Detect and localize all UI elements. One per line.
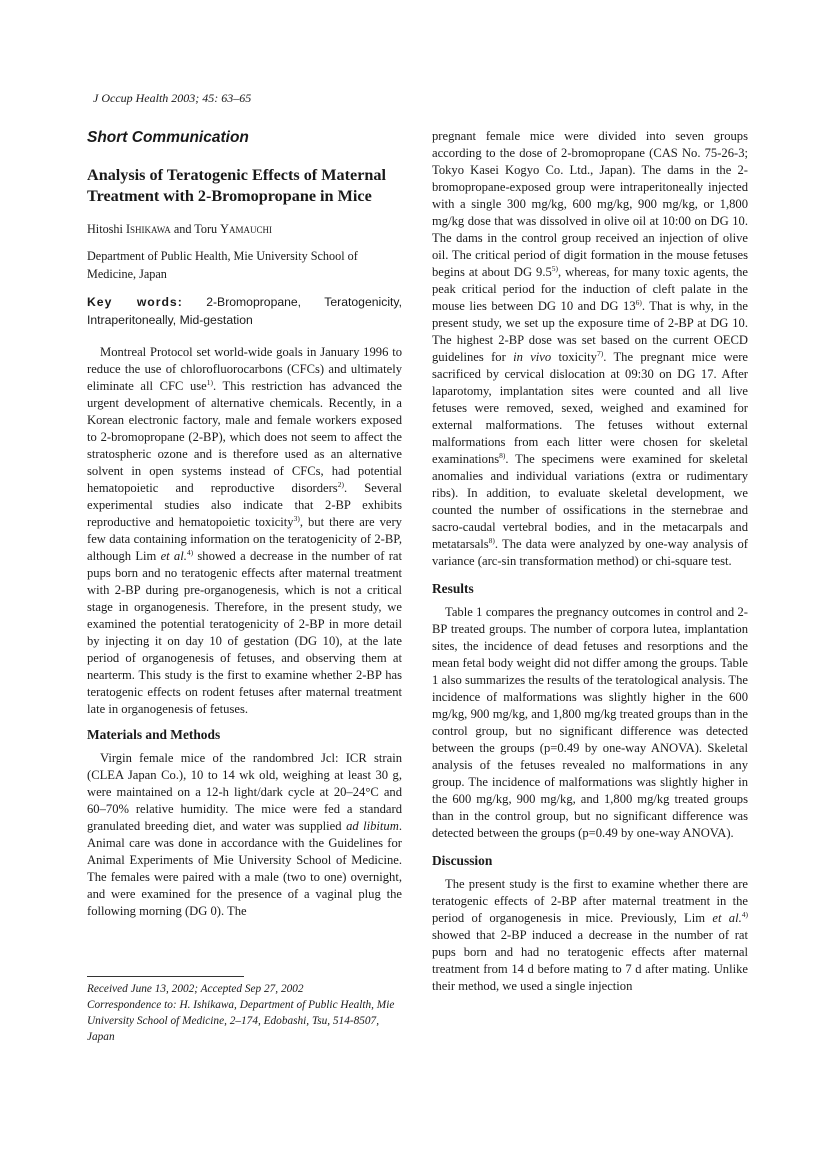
discussion-text-1: The present study is the first to examine whether there are teratogenic effects of 2-BP after maternal treatment in the period of organogenesis in mice. Previously, Lim [432, 877, 748, 925]
ref-8: 8) [499, 451, 506, 460]
footnote-received: Received June 13, 2002; Accepted Sep 27, 2002 [87, 983, 304, 995]
footnote-correspondence: Correspondence to: H. Ishikawa, Department of Public Health, Mie University School of Medicine, 2–174, Edobashi, Tsu, 514-8507, Japan [87, 999, 395, 1043]
keywords [87, 293, 402, 329]
ref-5: 5) [551, 264, 559, 273]
ref-2: 2) [337, 480, 344, 489]
author-2-last: Yamauchi [220, 222, 272, 236]
ref-8b: 8) [488, 536, 495, 545]
author-1-last: Ishikawa [125, 222, 171, 236]
methods-heading: Materials and Methods [87, 727, 221, 742]
methods-in-vivo: in vivo [513, 350, 552, 364]
discussion-heading: Discussion [432, 853, 493, 868]
discussion-paragraph [432, 876, 748, 995]
intro-paragraph [87, 344, 402, 718]
author-2-first: Toru [194, 222, 221, 236]
intro-etal: et al. [160, 549, 187, 563]
ref-7: 7) [596, 349, 604, 358]
affiliation: Department of Public Health, Mie University School of Medicine, Japan [87, 249, 358, 281]
methods-cont-3: . That is why, in the present study, we set up the exposure time of 2-BP at DG 10. The highest 2-BP dose was set based on the current OECD guidelines for [432, 299, 749, 364]
journal-reference: J Occup Health 2003; 45: 63–65 [93, 91, 252, 105]
intro-text-5: showed a decrease in the number of rat pups born and no teratogenic effects after maternal treatment with 2-BP during pre-organogenesis, which is not a critical stage in organogenesis. Therefore, in the present study, we examined the potential teratogenicity of 2-BP in more detail by injecting it on day 10 of gestation (DG 10), at the late period of organogenesis of fetuses, and observing them at nearterm. This study is the first to examine whether 2-BP has teratogenic effects on rodent fetuses after maternal treatment late in organogenesis of fetuses. [87, 549, 402, 716]
methods-cont-5: . The pregnant mice were sacrificed by cervical dislocation at 09:30 on DG 17. After laparotomy, implantation sites were counted and all live fetuses were removed, sexed, weighed and examined for external malformations. The fetuses without external malformations from each litter were chosen for skeletal examinations [432, 350, 749, 466]
methods-cont-4: toxicity [551, 350, 597, 364]
author-1-first: Hitoshi [87, 222, 126, 236]
methods-cont-6: . The specimens were examined for skeletal anomalies and individual variations (extra or rudimentary ribs). In addition, to evaluate skeletal development, we counted the number of ossifications in the sternebrae and sacro-caudal vertebral bodies, and in the metacarpals and metatarsals [432, 452, 748, 551]
left-column [87, 128, 402, 920]
keywords-label: Key words: [87, 295, 183, 309]
methods-cont-7: . The data were analyzed by one-way analysis of variance (arc-sin transformation method) or chi-square test. [432, 537, 748, 568]
results-heading: Results [432, 581, 474, 596]
ref-4: 4) [186, 548, 194, 557]
keywords-text: 2-Bromopropane, Teratogenicity, Intraperitoneally, Mid-gestation [87, 295, 402, 327]
footnotes [87, 981, 405, 1045]
methods-cont-2: , whereas, for many toxic agents, the peak critical period for the induction of cleft palate in the mouse lies between DG 10 and DG 13 [432, 265, 748, 313]
methods-text-1: Virgin female mice of the randombred Jcl: ICR strain (CLEA Japan Co.), 10 to 14 wk old, weighing at least 30 g, were maintained on a 12-h light/dark cycle at 20–24°C and 60–70% relative humidity. The mice were fed a standard granulated breeding diet, and water was supplied [87, 751, 402, 833]
methods-ad-libitum: ad libitum [346, 819, 399, 833]
authors-and: and [170, 222, 195, 236]
intro-text-2: . This restriction has advanced the urgent development of alternative chemicals. Recently, in a Korean electronic factory, male and female workers exposed to 2-bromopropane (2-BP), which does not seem to affect the stratospheric ozone and is therefore used as an alternative solvent in open systems instead of CFCs, had potential hematopoietic and reproductive disorders [87, 379, 402, 495]
discussion-text-2: showed that 2-BP induced a decrease in the number of rat pups born and had no teratogenic effects after maternal treatment from 14 d before mating to 7 d after mating. Unlike their method, we used a single injection [432, 928, 748, 993]
methods-cont-1: pregnant female mice were divided into seven groups according to the dose of 2-bromopropane (CAS No. 75-26-3; Tokyo Kasei Kogyo Co. Ltd., Japan). The dams in the 2-bromopropane-exposed group were intraperitoneally injected with a single 300 mg/kg, 600 mg/kg, 900 mg/kg, or 1,800 mg/kg dose that was dissolved in olive oil at 10:00 on DG 10. The dams in the control group received an injection of olive oil. The critical period of digit formation in the mouse fetuses begins at about DG 9.5 [432, 129, 748, 279]
intro-text-3: . Several experimental studies also indicate that 2-BP exhibits reproductive and hematopoietic toxicity [87, 481, 403, 529]
results-paragraph: Table 1 compares the pregnancy outcomes in control and 2-BP treated groups. The number of corpora lutea, implantation sites, the incidence of dead fetuses and resorptions and the mean fetal body weight did not differ among the groups. Table 1 also summarizes the results of the teratological analysis. The incidence of malformations was slightly higher in the 600 mg/kg, 900 mg/kg, and 1,800 mg/kg treated groups than in the control group, but no significant difference was detected between the groups (p=0.49 by one-way ANOVA). Skeletal analysis of the fetuses revealed no malformations in any group. The incidence of malformations was slightly higher in the 600 mg/kg, 900 mg/kg, and 1,800 mg/kg treated groups than in the control group, but no significant difference was detected between the groups (p=0.49 by one-way ANOVA). [432, 605, 748, 840]
discussion-etal: et al. [712, 911, 742, 925]
right-column [432, 128, 748, 995]
ref-3: 3) [293, 514, 300, 523]
article-type-label: Short Communication [87, 129, 249, 146]
article-title: Analysis of Teratogenic Effects of Maternal Treatment with 2-Bromopropane in Mice [87, 166, 386, 205]
authors [87, 220, 402, 238]
intro-text-4: , but there are very few data containing information on the teratogenicity of 2-BP, although Lim [87, 515, 402, 563]
methods-text-2: . Animal care was done in accordance with the Guidelines for Animal Experiments of Mie University School of Medicine. The females were paired with a male (two to one) overnight, and were examined for the presence of a vaginal plug the following morning (DG 0). The [87, 819, 402, 918]
methods-paragraph-left [87, 750, 402, 920]
intro-text-1: Montreal Protocol set world-wide goals in January 1996 to reduce the use of chlorofluorocarbons (CFCs) and ultimately eliminate all CFC use [87, 345, 402, 393]
footnote-divider [87, 976, 244, 977]
ref-1: 1) [206, 378, 214, 387]
ref-6: 6) [635, 298, 642, 307]
methods-paragraph-right [432, 128, 748, 570]
discussion-ref-4: 4) [741, 910, 748, 919]
